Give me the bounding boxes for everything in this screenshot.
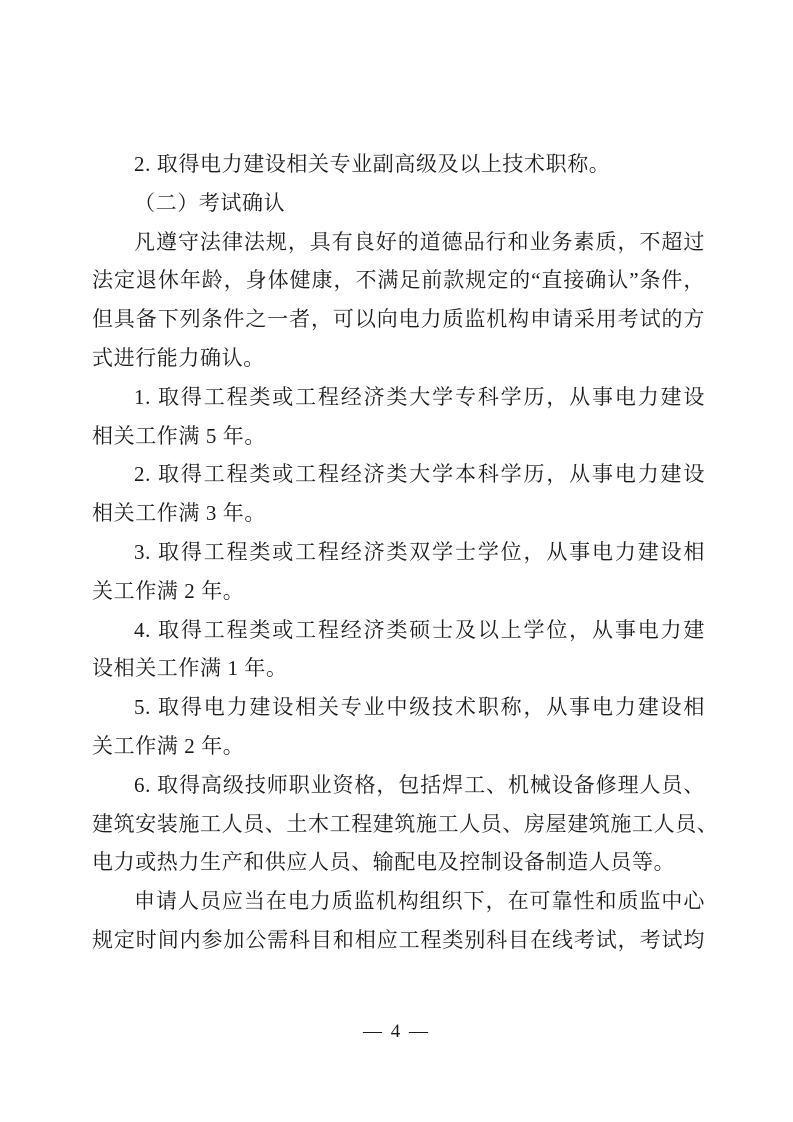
text-line: 电力或热力生产和供应人员、输配电及控制设备制造人员等。 — [92, 850, 676, 875]
page-number: — 4 — — [363, 1021, 430, 1042]
paragraph — [92, 378, 705, 456]
text-line: 式进行能力确认。 — [92, 345, 265, 370]
text-line: 申请人员应当在电力质监机构组织下，在可靠性和质监中心 — [134, 889, 705, 914]
text-line: 凡遵守法律法规，具有良好的道德品行和业务素质，不超过 — [134, 229, 705, 254]
text-line: （二）考试确认 — [134, 190, 286, 215]
text-line: 法定退休年龄，身体健康，不满足前款规定的“直接确认”条件， — [92, 268, 705, 293]
paragraph — [92, 766, 719, 882]
paragraph — [92, 533, 705, 611]
paragraph — [92, 455, 705, 533]
text-line: 2. 取得工程类或工程经济类大学本科学历，从事电力建设 — [134, 462, 705, 487]
text-line: 关工作满 2 年。 — [92, 578, 245, 603]
text-line: 2. 取得电力建设相关专业副高级及以上技术职称。 — [134, 152, 611, 176]
text-line: 5. 取得电力建设相关专业中级技术职称，从事电力建设相 — [134, 695, 705, 720]
text-line: 设相关工作满 1 年。 — [92, 656, 288, 681]
paragraph — [92, 145, 705, 184]
text-line: 相关工作满 5 年。 — [92, 423, 266, 448]
text-line: 4. 取得工程类或工程经济类硕士及以上学位，从事电力建 — [134, 617, 705, 642]
text-line: 相关工作满 3 年。 — [92, 501, 266, 526]
paragraph — [92, 611, 705, 689]
text-line: 1. 取得工程类或工程经济类大学专科学历，从事电力建设 — [134, 384, 705, 409]
paragraph — [92, 688, 705, 766]
paragraph — [92, 223, 705, 378]
text-line: 关工作满 2 年。 — [92, 733, 245, 758]
text-line: 3. 取得工程类或工程经济类双学士学位，从事电力建设相 — [134, 539, 705, 564]
paragraph — [92, 882, 705, 960]
document-body — [92, 145, 719, 960]
text-line: 规定时间内参加公需科目和相应工程类别科目在线考试，考试均 — [92, 927, 705, 952]
paragraph-heading — [92, 184, 705, 223]
text-line: 6. 取得高级技师职业资格，包括焊工、机械设备修理人员、 — [134, 772, 705, 797]
text-line: 但具备下列条件之一者，可以向电力质监机构申请采用考试的方 — [92, 307, 705, 332]
text-line: 建筑安装施工人员、土木工程建筑施工人员、房屋建筑施工人员、 — [92, 811, 719, 836]
